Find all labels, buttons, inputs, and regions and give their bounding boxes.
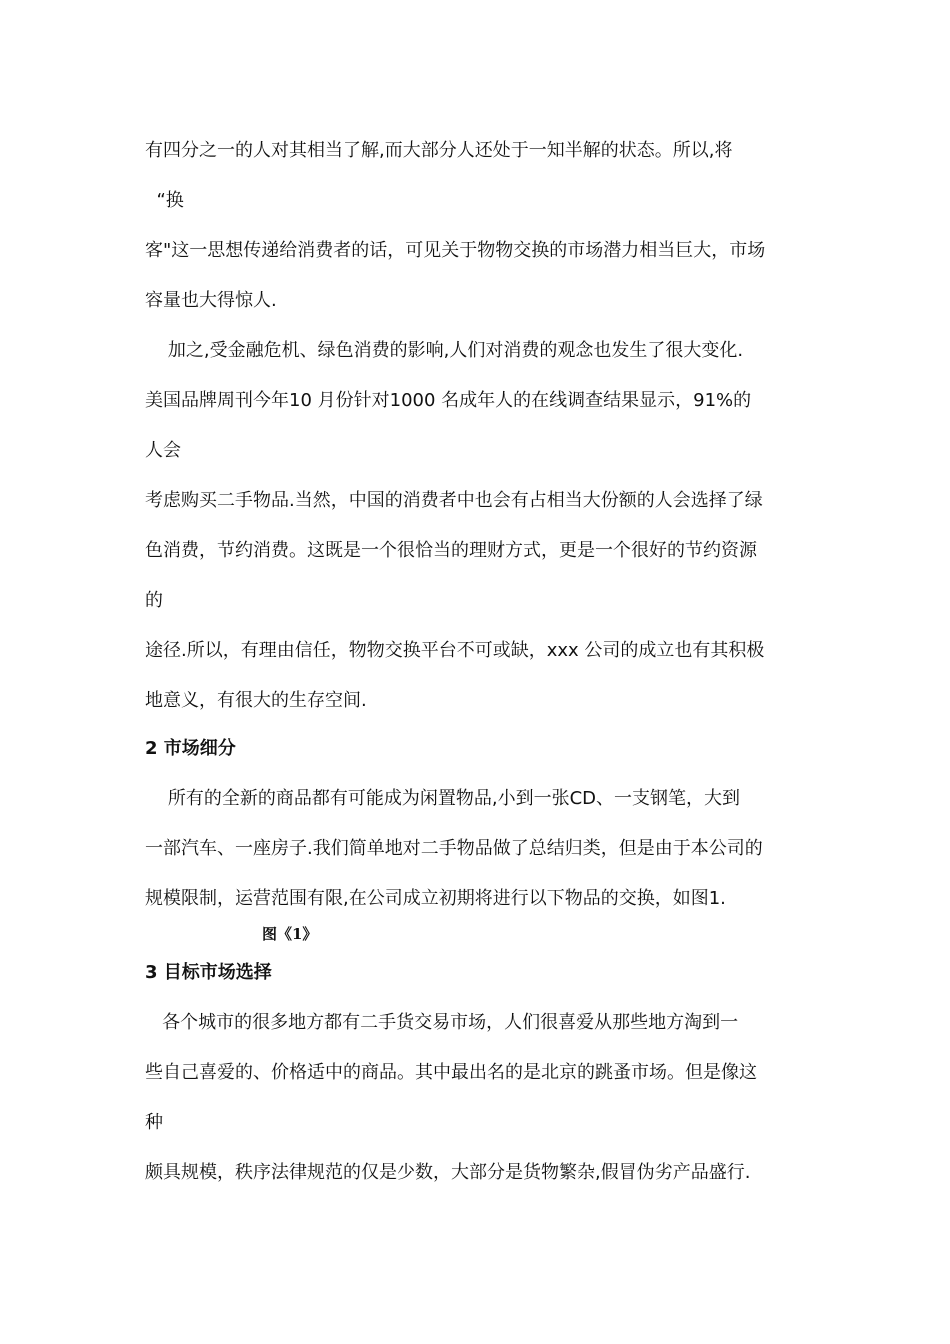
section-heading-target-market: 3 目标市场选择 xyxy=(145,962,272,983)
paragraph-line: 规模限制，运营范围有限,在公司成立初期将进行以下物品的交换，如图1. xyxy=(145,888,726,909)
paragraph-line: 容量也大得惊人. xyxy=(145,290,277,311)
paragraph-line: 加之,受金融危机、绿色消费的影响,人们对消费的观念也发生了很大变化. xyxy=(145,340,744,361)
paragraph-line: 一部汽车、一座房子.我们简单地对二手物品做了总结归类，但是由于本公司的 xyxy=(145,838,763,859)
section-heading-market-segmentation: 2 市场细分 xyxy=(145,738,236,759)
paragraph-line: 途径.所以，有理由信任，物物交换平台不可或缺，xxx 公司的成立也有其积极 xyxy=(145,640,765,661)
paragraph-line: 种 xyxy=(145,1112,163,1133)
paragraph-line: 所有的全新的商品都有可能成为闲置物品,小到一张CD、一支钢笔，大到 xyxy=(145,788,741,809)
paragraph-line: 有四分之一的人对其相当了解,而大部分人还处于一知半解的状态。所以,将 xyxy=(145,140,733,161)
paragraph-line: 的 xyxy=(145,590,163,611)
paragraph-line: 色消费，节约消费。这既是一个很恰当的理财方式，更是一个很好的节约资源 xyxy=(145,540,757,561)
paragraph-line: 地意义，有很大的生存空间. xyxy=(145,690,367,711)
paragraph-line: 客"这一思想传递给消费者的话，可见关于物物交换的市场潜力相当巨大，市场 xyxy=(145,240,766,261)
paragraph-line: 各个城市的很多地方都有二手货交易市场，人们很喜爱从那些地方淘到一 xyxy=(145,1012,739,1033)
paragraph-line: 美国品牌周刊今年10 月份针对1000 名成年人的在线调查结果显示，91%的 xyxy=(145,390,752,411)
figure-caption: 图《1》 xyxy=(262,925,318,943)
paragraph-line: 人会 xyxy=(145,440,181,461)
paragraph-line: 颇具规模，秩序法律规范的仅是少数，大部分是货物繁杂,假冒伪劣产品盛行. xyxy=(145,1162,751,1183)
paragraph-line: 些自己喜爱的、价格适中的商品。其中最出名的是北京的跳蚤市场。但是像这 xyxy=(145,1062,757,1083)
paragraph-line: 考虑购买二手物品.当然，中国的消费者中也会有占相当大份额的人会选择了绿 xyxy=(145,490,763,511)
paragraph-line: “换 xyxy=(145,190,184,211)
